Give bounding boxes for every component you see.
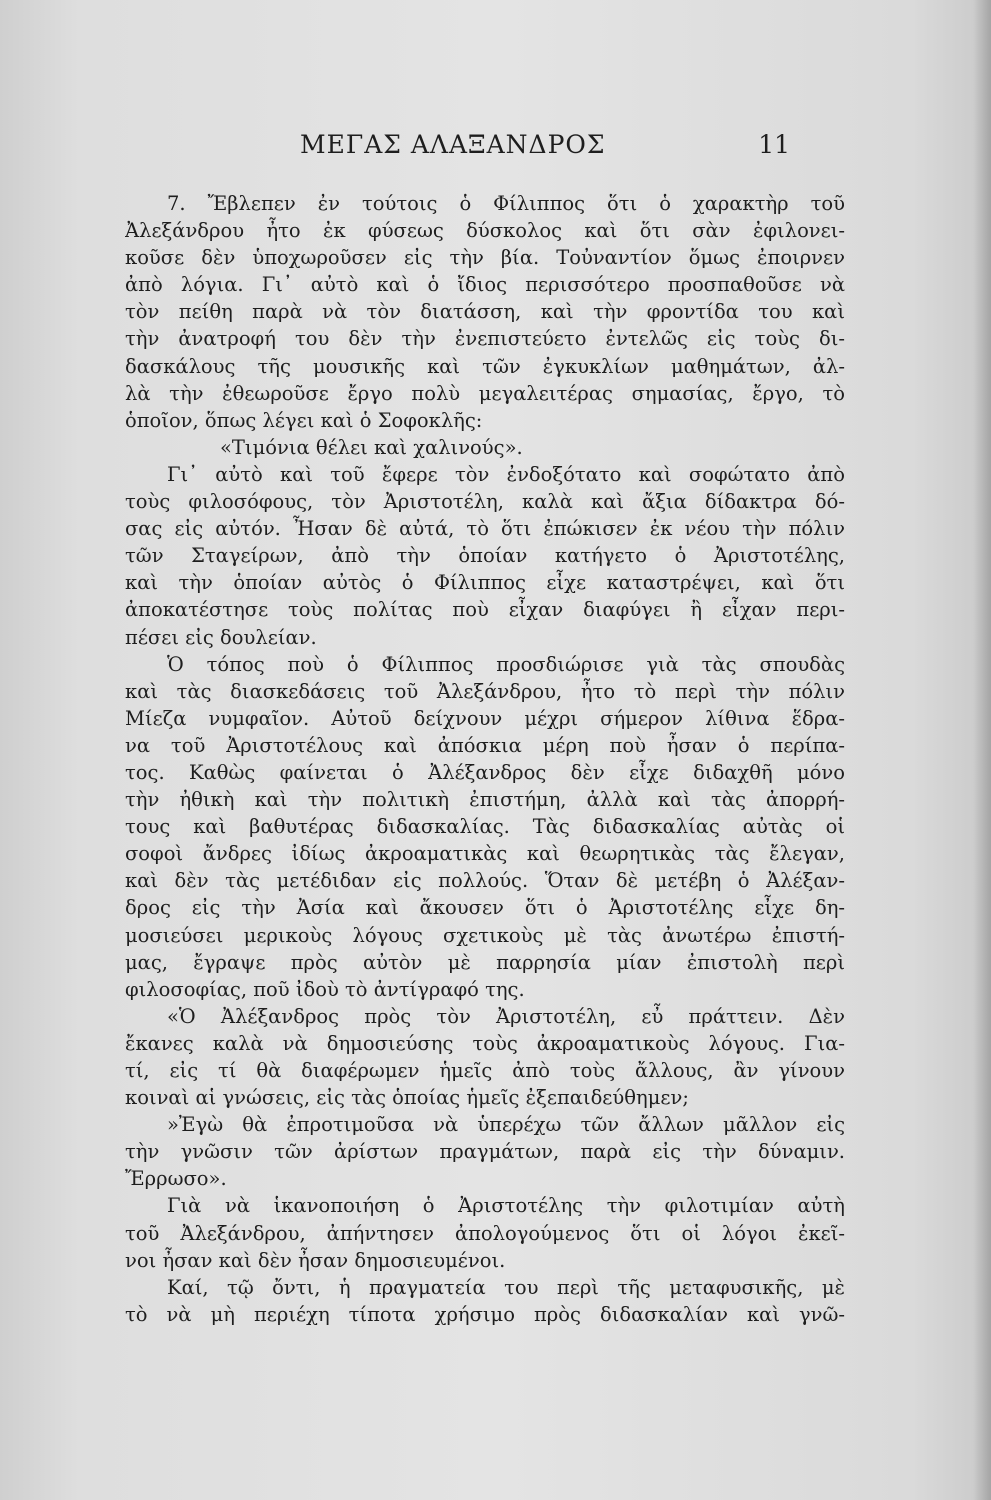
text-line: τους καὶ βαθυτέρας διδασκαλίας. Τὰς διδασκαλίας αὐτὰς οἱ bbox=[125, 815, 845, 839]
text-line: σας εἰς αὐτόν. Ἦσαν δὲ αὐτά, τὸ ὅτι ἐπώκισεν ἐκ νέου τὴν πόλιν bbox=[125, 517, 845, 541]
quote-line: «Τιμόνια θέλει καὶ χαλινούς». bbox=[220, 435, 523, 459]
text-line: καὶ τὴν ὁποίαν αὐτὸς ὁ Φίλιππος εἶχε καταστρέψει, καὶ ὅτι bbox=[125, 571, 845, 595]
text-line: τὸν πείθη παρὰ νὰ τὸν διατάσση, καὶ τὴν φροντίδα του καὶ bbox=[125, 300, 845, 324]
letter-line: τί, εἰς τί θὰ διαφέρωμεν ἡμεῖς ἀπὸ τοὺς ἄλλους, ἂν γίνουν bbox=[125, 1059, 845, 1082]
text-line: Μίεζα νυμφαῖον. Αὐτοῦ δείχνουν μέχρι σήμερον λίθινα ἕδρα- bbox=[125, 706, 845, 730]
text-line: δασκάλους τῆς μουσικῆς καὶ τῶν ἐγκυκλίων μαθημάτων, ἀλ- bbox=[125, 354, 845, 378]
text-line: ἀπὸ λόγια. Γι᾿ αὐτὸ καὶ ὁ ἴδιος περισσότερο προσπαθοῦσε νὰ bbox=[125, 273, 845, 297]
text-line: ὁποῖον, ὅπως λέγει καὶ ὁ Σοφοκλῆς: bbox=[125, 408, 483, 432]
text-line: τὴν ἀνατροφή του δὲν τὴν ἐνεπιστεύετο ἐντελῶς εἰς τοὺς δι- bbox=[125, 327, 845, 351]
text-line: να τοῦ Ἀριστοτέλους καὶ ἀπόσκια μέρη ποὺ ἦσαν ὁ περίπα- bbox=[125, 733, 845, 757]
text-line: μας, ἔγραψε πρὸς αὐτὸν μὲ παρρησία μίαν ἐπιστολὴ περὶ bbox=[125, 950, 845, 974]
text-line: καὶ δὲν τὰς μετέδιδαν εἰς πολλούς. Ὅταν δὲ μετέβη ὁ Ἀλέξαν- bbox=[125, 869, 845, 893]
text-line: λὰ τὴν ἐθεωροῦσε ἔργο πολὺ μεγαλειτέρας σημασίας, ἔργο, τὸ bbox=[125, 381, 845, 405]
text-line: νοι ἦσαν καὶ δὲν ἦσαν δημοσιευμένοι. bbox=[125, 1248, 506, 1272]
text-line: κοῦσε δὲν ὑποχωροῦσεν εἰς τὴν βία. Τοὐναντίον ὅμως ἐποιρνεν bbox=[125, 246, 845, 270]
text-line: Γιὰ νὰ ἱκανοποιήση ὁ Ἀριστοτέλης τὴν φιλοτιμίαν αὐτὴ bbox=[167, 1194, 845, 1218]
text-line: δρος εἰς τὴν Ἀσία καὶ ἄκουσεν ὅτι ὁ Ἀριστοτέλης εἶχε δη- bbox=[125, 896, 845, 920]
text-line: μοσιεύσει μερικοὺς λόγους σχετικοὺς μὲ τὰς ἀνωτέρω ἐπιστή- bbox=[125, 923, 845, 947]
text-line: τοῦ Ἀλεξάνδρου, ἀπήντησεν ἀπολογούμενος ὅτι οἱ λόγοι ἐκεῖ- bbox=[125, 1221, 845, 1245]
text-line: σοφοὶ ἄνδρες ἰδίως ἀκροαματικὰς καὶ θεωρητικὰς τὰς ἔλεγαν, bbox=[125, 842, 845, 866]
text-line: Ὁ τόπος ποὺ ὁ Φίλιππος προσδιώρισε γιὰ τὰς σπουδὰς bbox=[167, 652, 845, 676]
text-line: Καί, τῷ ὄντι, ἡ πραγματεία του περὶ τῆς μεταφυσικῆς, μὲ bbox=[167, 1275, 845, 1299]
letter-line: »Ἐγὼ θὰ ἐπροτιμοῦσα νὰ ὑπερέχω τῶν ἄλλων μᾶλλον εἰς bbox=[167, 1113, 845, 1137]
text-line: 7. Ἔβλεπεν ἐν τούτοις ὁ Φίλιππος ὅτι ὁ χαρακτὴρ τοῦ bbox=[167, 192, 845, 215]
text-line: πέσει εἰς δουλείαν. bbox=[125, 625, 317, 649]
letter-line: «Ὁ Ἀλέξανδρος πρὸς τὸν Ἀριστοτέλη, εὖ πράττειν. Δὲν bbox=[167, 1004, 845, 1028]
page-header bbox=[120, 130, 820, 170]
page-number: 11 bbox=[758, 130, 790, 159]
letter-line: τὴν γνῶσιν τῶν ἀρίστων πραγμάτων, παρὰ εἰς τὴν δύναμιν. bbox=[125, 1140, 845, 1164]
text-line: τος. Καθὼς φαίνεται ὁ Ἀλέξανδρος δὲν εἶχε διδαχθῆ μόνο bbox=[125, 760, 845, 784]
text-line: τὸ νὰ μὴ περιέχη τίποτα χρήσιμο πρὸς διδασκαλίαν καὶ γνῶ- bbox=[125, 1302, 845, 1326]
text-line: καὶ τὰς διασκεδάσεις τοῦ Ἀλεξάνδρου, ἦτο τὸ περὶ τὴν πόλιν bbox=[125, 679, 845, 703]
running-title: ΜΕΓΑΣ ΑΛΑΞΑΝΔΡΟΣ bbox=[300, 130, 606, 159]
letter-line: ἔκανες καλὰ νὰ δημοσιεύσης τοὺς ἀκροαματικοὺς λόγους. Για- bbox=[125, 1031, 845, 1055]
text-line: φιλοσοφίας, ποῦ ἰδοὺ τὸ ἀντίγραφό της. bbox=[125, 977, 525, 1001]
letter-line: Ἔρρωσο». bbox=[125, 1167, 227, 1191]
text-line: ἀποκατέστησε τοὺς πολίτας ποὺ εἶχαν διαφύγει ἢ εἶχαν περι- bbox=[125, 598, 845, 622]
text-line: τοὺς φιλοσόφους, τὸν Ἀριστοτέλη, καλὰ καὶ ἄξια δίδακτρα δό- bbox=[125, 490, 845, 514]
text-line: τὴν ἠθικὴ καὶ τὴν πολιτικὴ ἐπιστήμη, ἀλλὰ καὶ τὰς ἀπορρή- bbox=[125, 788, 845, 812]
page-body-text bbox=[125, 190, 845, 1350]
text-line: τῶν Σταγείρων, ἀπὸ τὴν ὁποίαν κατήγετο ὁ Ἀριστοτέλης, bbox=[125, 544, 845, 568]
text-line: Ἀλεξάνδρου ἦτο ἐκ φύσεως δύσκολος καὶ ὅτι σὰν ἐφιλονει- bbox=[125, 219, 845, 243]
text-line: Γι᾿ αὐτὸ καὶ τοῦ ἔφερε τὸν ἐνδοξότατο καὶ σοφώτατο ἀπὸ bbox=[167, 462, 845, 486]
letter-line: κοιναὶ αἱ γνώσεις, εἰς τὰς ὁποίας ἡμεῖς ἐξεπαιδεύθημεν; bbox=[125, 1086, 689, 1110]
